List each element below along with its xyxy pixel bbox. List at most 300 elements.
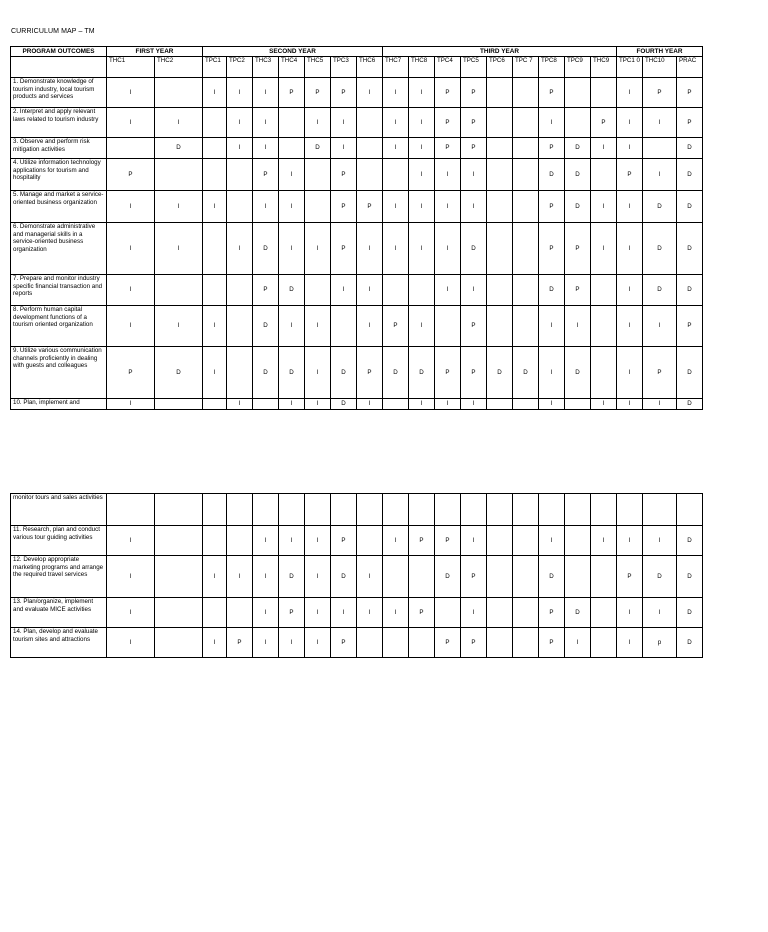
mapping-cell: I — [227, 399, 253, 410]
mapping-cell — [591, 306, 617, 347]
mapping-cell — [383, 159, 409, 191]
mapping-cell: I — [461, 598, 487, 628]
mapping-cell: P — [409, 598, 435, 628]
mapping-cell — [279, 138, 305, 159]
mapping-cell — [203, 494, 227, 526]
outcome-row — [11, 78, 703, 108]
course-code-header: TPC6 — [487, 57, 513, 78]
mapping-cell — [383, 628, 409, 658]
year-header-1: FIRST YEAR — [107, 47, 203, 57]
program-outcome-label: 1. Demonstrate knowledge of tourism industry, local tourism products and services — [11, 78, 107, 108]
mapping-cell — [227, 494, 253, 526]
mapping-cell: I — [305, 556, 331, 598]
mapping-cell: D — [331, 556, 357, 598]
course-header-row — [11, 57, 703, 78]
mapping-cell: P — [253, 275, 279, 306]
mapping-cell: I — [305, 108, 331, 138]
mapping-cell: D — [253, 306, 279, 347]
course-code-header: THC10 — [643, 57, 677, 78]
mapping-cell: P — [357, 191, 383, 223]
mapping-cell — [305, 275, 331, 306]
mapping-cell: P — [409, 526, 435, 556]
mapping-cell: D — [677, 598, 703, 628]
outcome-row — [11, 223, 703, 275]
mapping-cell: I — [643, 108, 677, 138]
mapping-cell: D — [677, 347, 703, 399]
mapping-cell: I — [203, 628, 227, 658]
course-code-header: THC4 — [279, 57, 305, 78]
mapping-cell: D — [643, 275, 677, 306]
year-header-4: FOURTH YEAR — [617, 47, 703, 57]
mapping-cell — [409, 275, 435, 306]
mapping-cell — [539, 494, 565, 526]
course-code-header: TPC4 — [435, 57, 461, 78]
mapping-cell — [513, 159, 539, 191]
mapping-cell: D — [677, 191, 703, 223]
mapping-cell: I — [305, 526, 331, 556]
year-header-row — [11, 47, 703, 57]
mapping-cell: I — [617, 347, 643, 399]
mapping-cell: D — [677, 138, 703, 159]
mapping-cell — [357, 108, 383, 138]
mapping-cell: D — [279, 275, 305, 306]
mapping-cell: I — [617, 628, 643, 658]
mapping-cell — [487, 159, 513, 191]
mapping-cell: I — [107, 78, 155, 108]
mapping-cell: I — [383, 191, 409, 223]
mapping-cell: D — [155, 138, 203, 159]
mapping-cell — [565, 108, 591, 138]
mapping-cell — [487, 556, 513, 598]
mapping-cell — [513, 399, 539, 410]
mapping-cell — [487, 494, 513, 526]
year-header-2: SECOND YEAR — [203, 47, 383, 57]
mapping-cell — [107, 138, 155, 159]
outcome-row — [11, 494, 703, 526]
mapping-cell — [383, 494, 409, 526]
mapping-cell — [487, 108, 513, 138]
mapping-cell — [203, 275, 227, 306]
program-outcome-label: 5. Manage and market a service-oriented business organization — [11, 191, 107, 223]
outcome-row — [11, 526, 703, 556]
outcome-row — [11, 628, 703, 658]
mapping-cell: I — [617, 399, 643, 410]
mapping-cell: I — [331, 275, 357, 306]
mapping-cell — [227, 191, 253, 223]
program-outcome-label: 2. Interpret and apply relevant laws related to tourism industry — [11, 108, 107, 138]
mapping-cell: D — [643, 556, 677, 598]
outcome-row — [11, 159, 703, 191]
mapping-cell — [357, 159, 383, 191]
mapping-cell: I — [357, 78, 383, 108]
mapping-cell — [331, 306, 357, 347]
program-outcomes-header: PROGRAM OUTCOMES — [11, 47, 107, 57]
mapping-cell: I — [305, 399, 331, 410]
mapping-cell: P — [107, 347, 155, 399]
mapping-cell: P — [539, 628, 565, 658]
mapping-cell — [253, 494, 279, 526]
mapping-cell: I — [409, 306, 435, 347]
mapping-cell — [155, 556, 203, 598]
mapping-cell — [305, 159, 331, 191]
mapping-cell: I — [565, 628, 591, 658]
mapping-cell — [227, 306, 253, 347]
course-code-header: TPC8 — [539, 57, 565, 78]
mapping-cell: P — [677, 108, 703, 138]
mapping-cell: D — [539, 275, 565, 306]
mapping-cell: I — [227, 556, 253, 598]
mapping-cell: I — [409, 399, 435, 410]
mapping-cell: I — [107, 399, 155, 410]
outcome-header-blank — [11, 57, 107, 78]
mapping-cell: P — [383, 306, 409, 347]
mapping-cell — [203, 108, 227, 138]
mapping-cell: I — [357, 275, 383, 306]
mapping-cell: I — [591, 526, 617, 556]
mapping-cell — [513, 494, 539, 526]
mapping-cell — [203, 223, 227, 275]
program-outcome-label: 10. Plan, implement and — [11, 399, 107, 410]
mapping-cell: D — [565, 159, 591, 191]
mapping-cell: I — [409, 223, 435, 275]
mapping-cell: I — [203, 191, 227, 223]
mapping-cell: P — [461, 306, 487, 347]
mapping-cell: D — [677, 223, 703, 275]
course-code-header: TPC5 — [461, 57, 487, 78]
course-code-header: TPC 7 — [513, 57, 539, 78]
mapping-cell — [461, 494, 487, 526]
mapping-cell: I — [279, 191, 305, 223]
mapping-cell: I — [357, 399, 383, 410]
mapping-cell — [435, 306, 461, 347]
course-code-header: THC9 — [591, 57, 617, 78]
mapping-cell — [155, 598, 203, 628]
mapping-cell — [487, 275, 513, 306]
mapping-cell: I — [253, 526, 279, 556]
mapping-cell — [155, 526, 203, 556]
mapping-cell: I — [305, 347, 331, 399]
mapping-cell: I — [203, 556, 227, 598]
mapping-cell: I — [617, 138, 643, 159]
mapping-cell — [487, 399, 513, 410]
mapping-cell — [487, 526, 513, 556]
mapping-cell — [357, 494, 383, 526]
mapping-cell: P — [331, 628, 357, 658]
mapping-cell: I — [107, 306, 155, 347]
curriculum-map-table-part-1 — [10, 46, 703, 410]
mapping-cell: I — [617, 526, 643, 556]
mapping-cell — [227, 347, 253, 399]
mapping-cell — [487, 191, 513, 223]
mapping-cell: I — [155, 223, 203, 275]
mapping-cell: D — [539, 556, 565, 598]
mapping-cell — [513, 78, 539, 108]
program-outcome-label: monitor tours and sales activities — [11, 494, 107, 526]
mapping-cell — [253, 399, 279, 410]
mapping-cell: I — [203, 306, 227, 347]
mapping-cell: I — [617, 223, 643, 275]
mapping-cell: P — [565, 275, 591, 306]
year-header-3: THIRD YEAR — [383, 47, 617, 57]
mapping-cell: I — [279, 306, 305, 347]
mapping-cell — [643, 138, 677, 159]
mapping-cell: I — [617, 108, 643, 138]
mapping-cell: P — [677, 306, 703, 347]
mapping-cell: P — [331, 159, 357, 191]
mapping-cell: P — [331, 526, 357, 556]
mapping-cell — [513, 275, 539, 306]
mapping-cell: D — [253, 223, 279, 275]
mapping-cell: I — [383, 138, 409, 159]
mapping-cell: P — [435, 138, 461, 159]
mapping-cell: I — [279, 223, 305, 275]
course-code-header: THC8 — [409, 57, 435, 78]
mapping-cell — [591, 598, 617, 628]
mapping-cell: D — [487, 347, 513, 399]
mapping-cell: P — [253, 159, 279, 191]
mapping-cell: I — [305, 628, 331, 658]
mapping-cell: I — [409, 108, 435, 138]
mapping-cell: P — [539, 598, 565, 628]
mapping-cell — [227, 598, 253, 628]
mapping-cell: I — [253, 598, 279, 628]
course-code-header: THC3 — [253, 57, 279, 78]
mapping-cell — [155, 628, 203, 658]
mapping-cell — [203, 138, 227, 159]
program-outcome-label: 12. Develop appropriate marketing programs and arrange the required travel services — [11, 556, 107, 598]
mapping-cell: D — [155, 347, 203, 399]
mapping-cell: D — [331, 347, 357, 399]
mapping-cell — [107, 494, 155, 526]
mapping-cell: I — [435, 191, 461, 223]
mapping-cell: I — [591, 223, 617, 275]
course-code-header: THC6 — [357, 57, 383, 78]
mapping-cell: I — [643, 159, 677, 191]
mapping-cell: I — [617, 306, 643, 347]
mapping-cell — [565, 556, 591, 598]
mapping-cell: D — [565, 347, 591, 399]
mapping-cell: D — [677, 556, 703, 598]
mapping-cell: I — [279, 399, 305, 410]
course-code-header: TPC3 — [331, 57, 357, 78]
mapping-cell — [591, 347, 617, 399]
course-code-header: TPC2 — [227, 57, 253, 78]
mapping-cell: I — [331, 108, 357, 138]
mapping-cell: P — [461, 628, 487, 658]
mapping-cell: I — [461, 399, 487, 410]
mapping-cell: I — [107, 526, 155, 556]
mapping-cell: p — [643, 628, 677, 658]
program-outcome-label: 9. Utilize various communication channels proficiently in dealing with guests and colleagues — [11, 347, 107, 399]
outcome-row — [11, 598, 703, 628]
mapping-cell — [331, 494, 357, 526]
mapping-cell: I — [461, 526, 487, 556]
mapping-cell: P — [227, 628, 253, 658]
mapping-cell — [155, 159, 203, 191]
mapping-cell: I — [617, 191, 643, 223]
program-outcome-label: 4. Utilize information technology applications for tourism and hospitality — [11, 159, 107, 191]
mapping-cell: P — [331, 223, 357, 275]
mapping-cell — [565, 399, 591, 410]
program-outcome-label: 14. Plan, develop and evaluate tourism sites and attractions — [11, 628, 107, 658]
mapping-cell: I — [461, 275, 487, 306]
mapping-cell — [357, 526, 383, 556]
program-outcome-label: 11. Research, plan and conduct various tour guiding activities — [11, 526, 107, 556]
mapping-cell — [565, 494, 591, 526]
course-code-header: THC1 — [107, 57, 155, 78]
mapping-cell: D — [461, 223, 487, 275]
mapping-cell: I — [107, 223, 155, 275]
mapping-cell: I — [539, 108, 565, 138]
mapping-cell: I — [279, 628, 305, 658]
mapping-cell — [487, 628, 513, 658]
mapping-cell: I — [617, 275, 643, 306]
course-code-header: PRAC — [677, 57, 703, 78]
mapping-cell: I — [617, 78, 643, 108]
mapping-cell: D — [279, 556, 305, 598]
mapping-cell: I — [253, 628, 279, 658]
mapping-cell: P — [591, 108, 617, 138]
mapping-cell: P — [461, 556, 487, 598]
mapping-cell — [155, 494, 203, 526]
mapping-cell: P — [357, 347, 383, 399]
mapping-cell: D — [383, 347, 409, 399]
mapping-cell: I — [331, 138, 357, 159]
mapping-cell — [227, 275, 253, 306]
mapping-cell: D — [331, 399, 357, 410]
mapping-cell: I — [253, 191, 279, 223]
program-outcome-label: 8. Perform human capital development functions of a tourism oriented organization — [11, 306, 107, 347]
mapping-cell: P — [305, 78, 331, 108]
mapping-cell: D — [305, 138, 331, 159]
mapping-cell: I — [305, 223, 331, 275]
mapping-cell — [513, 598, 539, 628]
mapping-cell: I — [253, 556, 279, 598]
mapping-cell: I — [409, 78, 435, 108]
mapping-cell: P — [617, 159, 643, 191]
mapping-cell: I — [227, 78, 253, 108]
mapping-cell: I — [203, 347, 227, 399]
outcome-row — [11, 399, 703, 410]
mapping-cell — [513, 628, 539, 658]
mapping-cell — [591, 556, 617, 598]
mapping-cell: I — [539, 306, 565, 347]
mapping-cell: I — [461, 191, 487, 223]
mapping-cell: D — [539, 159, 565, 191]
mapping-cell: P — [539, 223, 565, 275]
mapping-cell: I — [253, 78, 279, 108]
mapping-cell: I — [617, 598, 643, 628]
document-title: CURRICULUM MAP – TM — [11, 28, 95, 35]
mapping-cell: P — [435, 526, 461, 556]
mapping-cell — [155, 78, 203, 108]
mapping-cell: I — [331, 598, 357, 628]
mapping-cell — [565, 78, 591, 108]
mapping-cell: P — [279, 78, 305, 108]
mapping-cell: I — [107, 598, 155, 628]
mapping-cell: I — [383, 78, 409, 108]
mapping-cell: I — [539, 347, 565, 399]
mapping-cell — [591, 78, 617, 108]
mapping-cell: P — [461, 347, 487, 399]
course-code-header: THC2 — [155, 57, 203, 78]
course-code-header: THC5 — [305, 57, 331, 78]
mapping-cell — [513, 306, 539, 347]
mapping-cell — [643, 494, 677, 526]
program-outcome-label: 7. Prepare and monitor industry specific financial transaction and reports — [11, 275, 107, 306]
mapping-cell — [155, 275, 203, 306]
curriculum-map-table-part-2 — [10, 493, 703, 658]
mapping-cell: I — [279, 526, 305, 556]
mapping-cell — [487, 223, 513, 275]
mapping-cell: I — [383, 526, 409, 556]
mapping-cell: P — [461, 78, 487, 108]
mapping-cell: P — [331, 78, 357, 108]
mapping-cell — [513, 191, 539, 223]
program-outcome-label: 13. Plan/organize, implement and evaluate MICE activities — [11, 598, 107, 628]
mapping-cell: I — [409, 191, 435, 223]
mapping-cell: P — [461, 138, 487, 159]
mapping-cell: P — [435, 347, 461, 399]
mapping-cell — [677, 494, 703, 526]
mapping-cell — [305, 494, 331, 526]
mapping-cell — [203, 159, 227, 191]
outcome-row — [11, 556, 703, 598]
mapping-cell: I — [539, 399, 565, 410]
mapping-cell — [435, 494, 461, 526]
mapping-cell — [279, 108, 305, 138]
mapping-cell: I — [107, 628, 155, 658]
mapping-cell: I — [357, 306, 383, 347]
mapping-cell: I — [409, 138, 435, 159]
mapping-cell: I — [305, 598, 331, 628]
mapping-cell: I — [435, 159, 461, 191]
mapping-cell: I — [643, 399, 677, 410]
mapping-cell: I — [305, 306, 331, 347]
mapping-cell — [279, 494, 305, 526]
mapping-cell: P — [643, 78, 677, 108]
mapping-cell: I — [435, 223, 461, 275]
mapping-cell: I — [409, 159, 435, 191]
mapping-cell — [435, 598, 461, 628]
mapping-cell — [617, 494, 643, 526]
mapping-cell — [203, 526, 227, 556]
mapping-cell: I — [383, 108, 409, 138]
mapping-cell — [591, 275, 617, 306]
mapping-cell: D — [565, 138, 591, 159]
mapping-cell: I — [591, 138, 617, 159]
mapping-cell — [487, 78, 513, 108]
mapping-cell — [513, 138, 539, 159]
mapping-cell: D — [565, 191, 591, 223]
mapping-cell — [357, 628, 383, 658]
mapping-cell — [409, 494, 435, 526]
mapping-cell: I — [155, 191, 203, 223]
mapping-cell: I — [383, 598, 409, 628]
mapping-cell: I — [357, 556, 383, 598]
mapping-cell — [357, 138, 383, 159]
mapping-cell: I — [155, 108, 203, 138]
mapping-cell: I — [253, 138, 279, 159]
course-code-header: TPC9 — [565, 57, 591, 78]
mapping-cell — [203, 598, 227, 628]
mapping-cell: I — [227, 223, 253, 275]
mapping-cell: I — [357, 598, 383, 628]
mapping-cell — [305, 191, 331, 223]
mapping-cell: I — [565, 306, 591, 347]
mapping-cell: P — [539, 191, 565, 223]
mapping-cell — [383, 275, 409, 306]
